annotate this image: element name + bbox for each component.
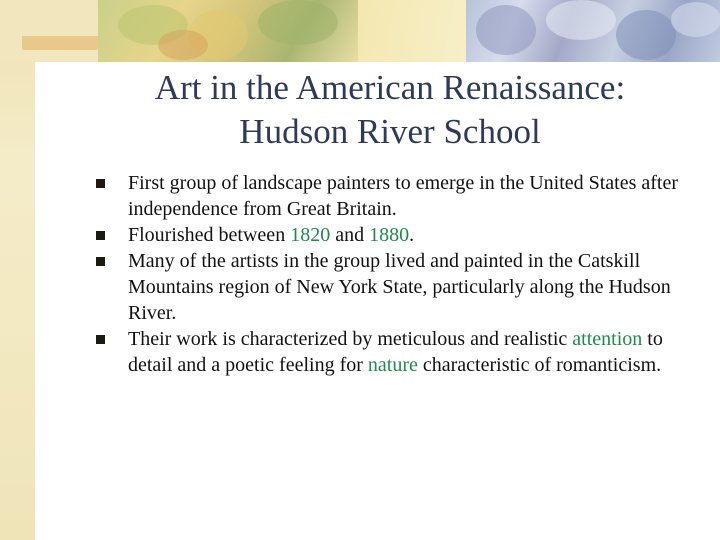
bullet-item bbox=[96, 248, 696, 326]
bullet-text: Flourished between bbox=[128, 224, 291, 246]
bullet-text: Many of the artists in the group lived and painted in the Catskill Mountains region of New York State, particularly along the Hudson River. bbox=[128, 250, 671, 324]
leaf-artwork bbox=[98, 0, 358, 62]
attention-highlight: attention bbox=[572, 328, 643, 350]
year-end-highlight: 1880 bbox=[369, 224, 410, 246]
square-bullet-icon bbox=[96, 257, 105, 266]
bullet-text: and bbox=[330, 224, 370, 246]
square-bullet-icon bbox=[96, 335, 105, 344]
bullet-list bbox=[96, 170, 696, 378]
bullet-text: to detail and a poetic feeling for bbox=[128, 328, 663, 376]
pale-artwork bbox=[358, 0, 466, 62]
bullet-text: Their work is characterized by meticulous and realistic bbox=[128, 328, 573, 350]
square-bullet-icon bbox=[96, 179, 105, 188]
slide-title bbox=[40, 66, 720, 154]
title-line-2: Hudson River School bbox=[239, 112, 541, 151]
gold-accent-bar bbox=[22, 36, 98, 50]
bullet-item bbox=[96, 222, 696, 248]
year-start-highlight: 1820 bbox=[290, 224, 331, 246]
top-decorative-banner bbox=[0, 0, 720, 62]
bullet-item bbox=[96, 326, 696, 378]
bullet-text: First group of landscape painters to emerge in the United States after independence from Great Britain. bbox=[128, 172, 679, 220]
title-line-1: Art in the American Renaissance: bbox=[154, 68, 626, 107]
bullet-text: . bbox=[409, 224, 415, 246]
left-border-strip bbox=[0, 0, 35, 540]
bullet-text: characteristic of romanticism. bbox=[417, 354, 662, 376]
nature-highlight: nature bbox=[367, 354, 418, 376]
blue-flower-artwork bbox=[466, 0, 720, 62]
bullet-item bbox=[96, 170, 696, 222]
square-bullet-icon bbox=[96, 231, 105, 240]
